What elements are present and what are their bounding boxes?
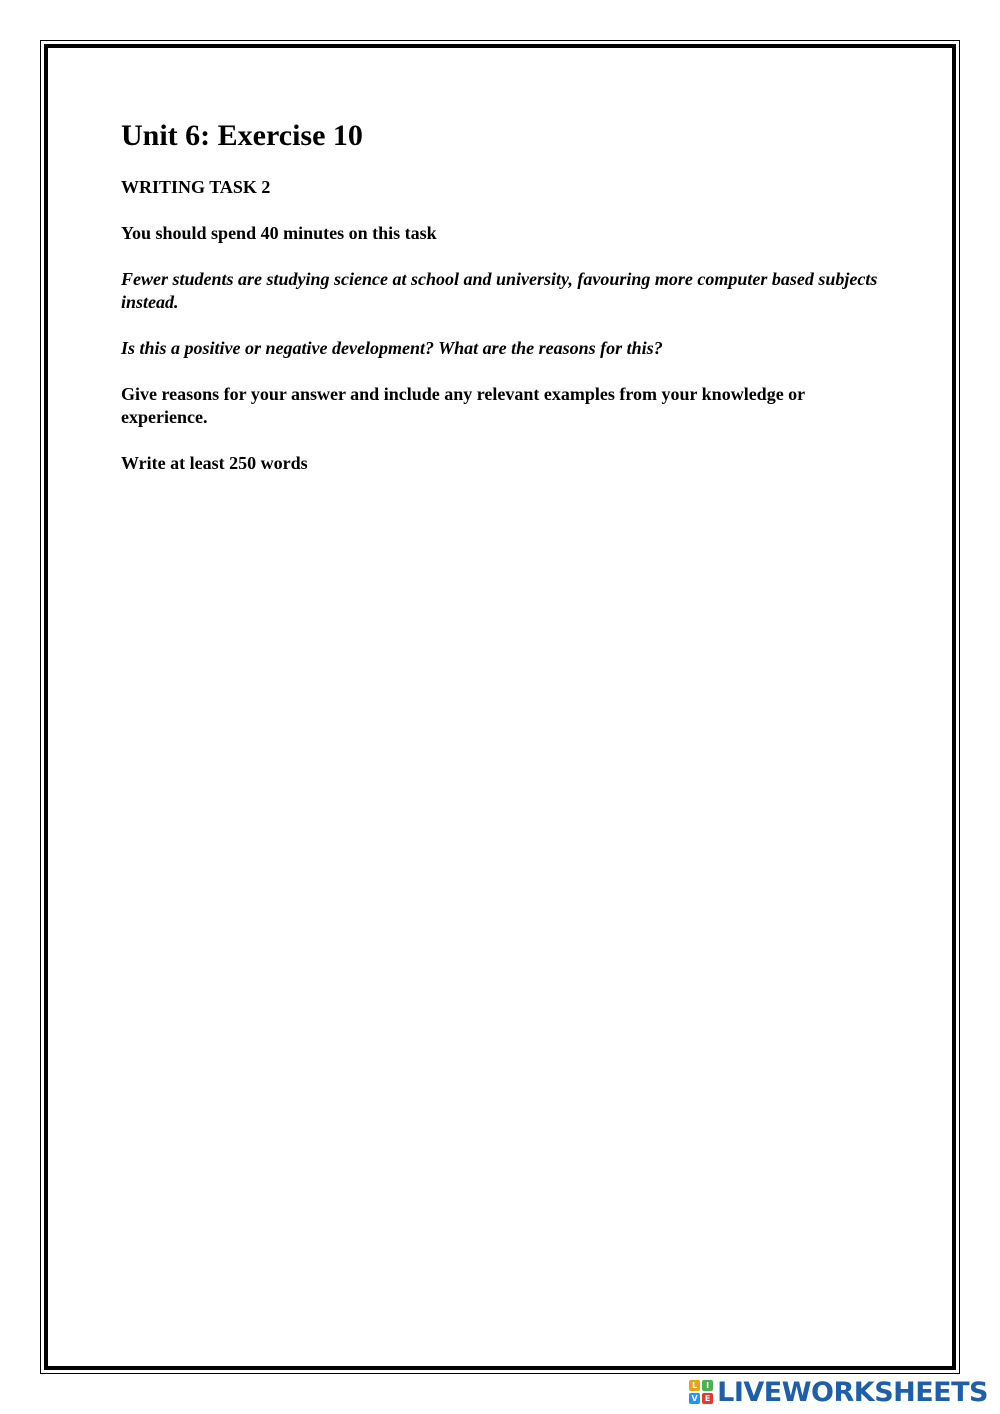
brand-name: LIVEWORKSHEETS xyxy=(717,1376,988,1408)
logo-letter-i: I xyxy=(702,1380,713,1391)
logo-letter-v: V xyxy=(689,1393,700,1404)
liveworksheets-logo-icon xyxy=(689,1380,713,1404)
prompt-question: Is this a positive or negative development? What are the reasons for this? xyxy=(121,338,663,359)
task-label: WRITING TASK 2 xyxy=(121,177,271,197)
page-title: Unit 6: Exercise 10 xyxy=(121,119,363,152)
logo-letter-l: L xyxy=(689,1380,700,1391)
liveworksheets-brand[interactable] xyxy=(689,1374,988,1410)
logo-letter-e: E xyxy=(702,1393,713,1404)
word-requirement: Write at least 250 words xyxy=(121,453,308,474)
answer-instruction: Give reasons for your answer and include any relevant examples from your knowledge or experience. xyxy=(121,384,805,428)
time-instruction: You should spend 40 minutes on this task xyxy=(121,223,437,244)
worksheet-content xyxy=(121,118,881,498)
prompt-statement: Fewer students are studying science at school and university, favouring more computer based subjects instead. xyxy=(121,269,878,313)
